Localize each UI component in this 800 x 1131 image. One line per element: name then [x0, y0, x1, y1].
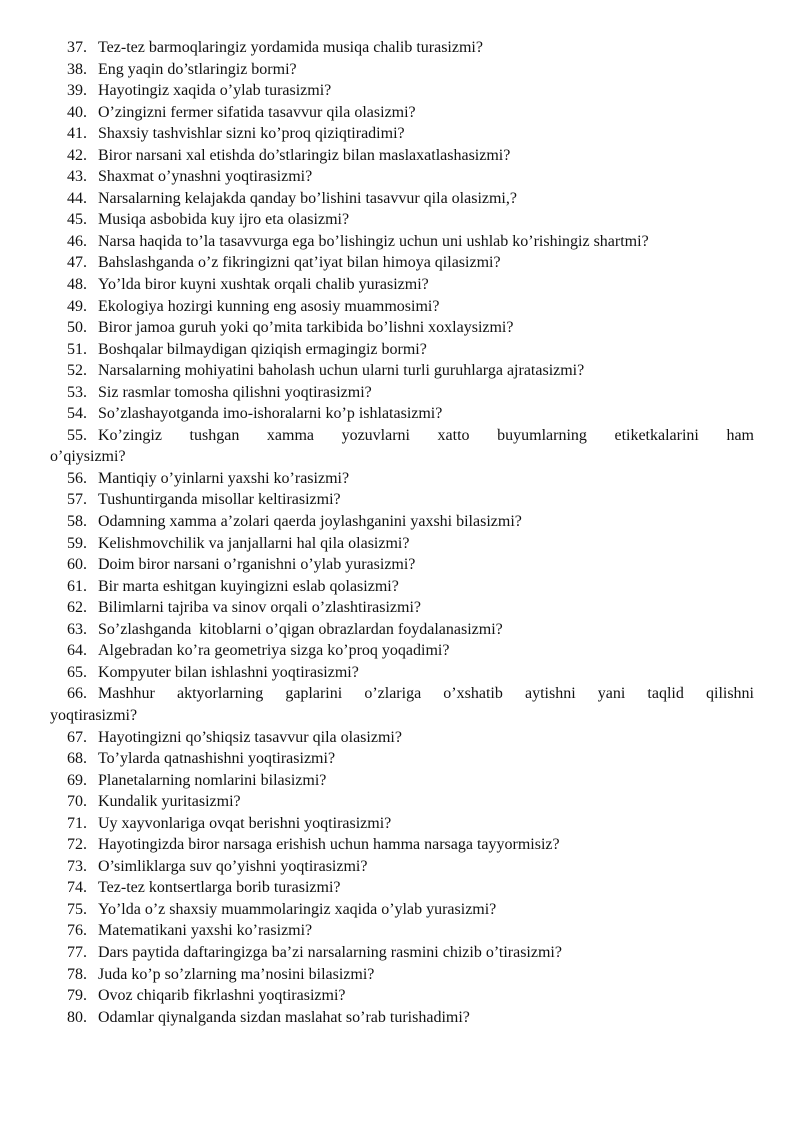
item-number: 41.	[67, 125, 87, 143]
item-number: 37.	[67, 39, 87, 56]
item-text: Juda ko’p so’zlarning ma’nosini bilasizmi?	[98, 965, 375, 983]
item-text: Biror narsani xal etishda do’stlaringiz bilan maslaxatlashasizmi?	[98, 146, 511, 164]
item-text: So’zlashayotganda imo-ishoralarni ko’p ishlatasizmi?	[98, 405, 443, 423]
list-item	[50, 123, 754, 145]
item-number: 42.	[67, 146, 87, 164]
item-text: Hayotingizni qo’shiqsiz tasavvur qila olasizmi?	[98, 728, 402, 746]
item-number: 76.	[67, 922, 87, 940]
item-number: 45.	[67, 211, 87, 229]
item-number: 60.	[67, 556, 87, 574]
list-item	[50, 274, 754, 296]
item-number: 62.	[67, 599, 87, 617]
list-item	[50, 102, 754, 124]
item-number: 68.	[67, 750, 87, 768]
item-number: 54.	[67, 405, 87, 423]
list-item	[50, 877, 754, 899]
list-item	[50, 554, 754, 576]
item-text: Bilimlarni tajriba va sinov orqali o’zlashtirasizmi?	[98, 599, 422, 617]
item-text: Kelishmovchilik va janjallarni hal qila olasizmi?	[98, 534, 410, 552]
item-number: 43.	[67, 168, 87, 186]
item-number: 63.	[67, 620, 87, 638]
item-number: 80.	[67, 1008, 87, 1026]
list-item	[50, 533, 754, 555]
item-number: 40.	[67, 103, 87, 121]
list-item	[50, 145, 754, 167]
item-number: 70.	[67, 793, 87, 811]
item-text-line-2: yoqtirasizmi?	[50, 706, 138, 724]
item-text: Yo’lda biror kuyni xushtak orqali chalib yurasizmi?	[98, 276, 429, 294]
list-item	[50, 80, 754, 102]
item-number: 53.	[67, 383, 87, 401]
list-item	[50, 640, 754, 662]
list-item	[50, 339, 754, 361]
item-number: 64.	[67, 642, 87, 660]
item-number: 48.	[67, 276, 87, 294]
list-item	[50, 209, 754, 231]
item-number: 78.	[67, 965, 87, 983]
item-number: 56.	[67, 469, 87, 487]
item-text: Yo’lda o’z shaxsiy muammolaringiz xaqida o’ylab yurasizmi?	[98, 900, 497, 918]
item-text: Narsa haqida to’la tasavvurga ega bo’lishingiz uchun uni ushlab ko’rishingiz shartmi?	[98, 232, 649, 250]
item-text: Algebradan ko’ra geometriya sizga ko’proq yoqadimi?	[98, 642, 450, 660]
list-item	[50, 166, 754, 188]
item-number: 67.	[67, 728, 87, 746]
item-number: 49.	[67, 297, 87, 315]
item-text: Eng yaqin do’stlaringiz bormi?	[98, 60, 297, 78]
item-number: 73.	[67, 857, 87, 875]
item-text: Tushuntirganda misollar keltirasizmi?	[98, 491, 341, 509]
item-text: Kundalik yuritasizmi?	[98, 793, 241, 811]
item-text: Mantiqiy o’yinlarni yaxshi ko’rasizmi?	[98, 469, 350, 487]
list-item	[50, 425, 754, 468]
item-number: 55.	[67, 426, 87, 444]
item-text: Ovoz chiqarib fikrlashni yoqtirasizmi?	[98, 987, 346, 1005]
list-item	[50, 856, 754, 878]
item-number: 51.	[67, 340, 87, 358]
item-number: 75.	[67, 900, 87, 918]
item-text: Biror jamoa guruh yoki qo’mita tarkibida bo’lishni xoxlaysizmi?	[98, 319, 514, 337]
item-text: Hayotingizda biror narsaga erishish uchun hamma narsaga tayyormisiz?	[98, 836, 560, 854]
item-text-line-1: Mashhur aktyorlarning gaplarini o’zlariga o’xshatib aytishni yani taqlid qilishni	[98, 685, 754, 703]
item-number: 50.	[67, 319, 87, 337]
list-item	[50, 899, 754, 921]
item-text: Odamlar qiynalganda sizdan maslahat so’rab turishadimi?	[98, 1008, 470, 1026]
list-item	[50, 317, 754, 339]
item-number: 58.	[67, 513, 87, 531]
list-item	[50, 403, 754, 425]
item-number: 47.	[67, 254, 87, 272]
list-item	[50, 619, 754, 641]
item-number: 46.	[67, 232, 87, 250]
item-text: O’zingizni fermer sifatida tasavvur qila olasizmi?	[98, 103, 416, 121]
item-text: Boshqalar bilmaydigan qiziqish ermagingiz bormi?	[98, 340, 427, 358]
list-item	[50, 920, 754, 942]
list-item	[50, 683, 754, 726]
item-number: 69.	[67, 771, 87, 789]
item-text: Bir marta eshitgan kuyingizni eslab qolasizmi?	[98, 577, 399, 595]
item-text: Dars paytida daftaringizga ba’zi narsalarning rasmini chizib o’tirasizmi?	[98, 943, 562, 961]
list-item	[50, 985, 754, 1007]
list-item	[50, 770, 754, 792]
questionnaire-list	[50, 37, 754, 1028]
item-text: Matematikani yaxshi ko’rasizmi?	[98, 922, 313, 940]
item-text: Shaxmat o’ynashni yoqtirasizmi?	[98, 168, 313, 186]
item-text: Musiqa asbobida kuy ijro eta olasizmi?	[98, 211, 350, 229]
item-text: Doim biror narsani o’rganishni o’ylab yurasizmi?	[98, 556, 416, 574]
item-text-line-1: Ko’zingiz tushgan xamma yozuvlarni xatto buyumlarning etiketkalarini ham	[98, 426, 754, 444]
list-item	[50, 59, 754, 81]
item-number: 61.	[67, 577, 87, 595]
item-text: Siz rasmlar tomosha qilishni yoqtirasizmi?	[98, 383, 372, 401]
list-item	[50, 382, 754, 404]
item-number: 77.	[67, 943, 87, 961]
list-item	[50, 748, 754, 770]
item-text: Narsalarning mohiyatini baholash uchun ularni turli guruhlarga ajratasizmi?	[98, 362, 585, 380]
item-text: Ekologiya hozirgi kunning eng asosiy muammosimi?	[98, 297, 440, 315]
item-number: 65.	[67, 663, 87, 681]
item-text: Bahslashganda o’z fikringizni qat’iyat bilan himoya qilasizmi?	[98, 254, 501, 272]
list-item	[50, 489, 754, 511]
item-text: So’zlashganda kitoblarni o’qigan obrazlardan foydalanasizmi?	[98, 620, 503, 638]
item-number: 39.	[67, 82, 87, 100]
list-item	[50, 576, 754, 598]
item-number: 52.	[67, 362, 87, 380]
item-number: 74.	[67, 879, 87, 897]
list-item	[50, 37, 754, 59]
item-text: Narsalarning kelajakda qanday bo’lishini tasavvur qila olasizmi,?	[98, 189, 517, 207]
item-number: 71.	[67, 814, 87, 832]
list-item	[50, 1007, 754, 1029]
list-item	[50, 188, 754, 210]
item-text: Planetalarning nomlarini bilasizmi?	[98, 771, 327, 789]
list-item	[50, 360, 754, 382]
list-item	[50, 296, 754, 318]
item-text: Shaxsiy tashvishlar sizni ko’proq qiziqtiradimi?	[98, 125, 405, 143]
item-text: Hayotingiz xaqida o’ylab turasizmi?	[98, 82, 332, 100]
list-item	[50, 252, 754, 274]
list-item	[50, 231, 754, 253]
list-item	[50, 597, 754, 619]
item-text: O’simliklarga suv qo’yishni yoqtirasizmi?	[98, 857, 368, 875]
list-item	[50, 834, 754, 856]
list-item	[50, 942, 754, 964]
item-text: Odamning xamma a’zolari qaerda joylashganini yaxshi bilasizmi?	[98, 513, 522, 531]
item-text: Uy xayvonlariga ovqat berishni yoqtirasizmi?	[98, 814, 392, 832]
item-number: 44.	[67, 189, 87, 207]
item-number: 59.	[67, 534, 87, 552]
list-item	[50, 813, 754, 835]
item-text-line-2: o’qiysizmi?	[50, 448, 126, 466]
item-number: 57.	[67, 491, 87, 509]
item-number: 66.	[67, 685, 87, 703]
item-number: 38.	[67, 60, 87, 78]
list-item	[50, 727, 754, 749]
item-text: Kompyuter bilan ishlashni yoqtirasizmi?	[98, 663, 359, 681]
item-text: Tez-tez kontsertlarga borib turasizmi?	[98, 879, 341, 897]
list-item	[50, 964, 754, 986]
item-text: To’ylarda qatnashishni yoqtirasizmi?	[98, 750, 336, 768]
item-text: Tez-tez barmoqlaringiz yordamida musiqa chalib turasizmi?	[98, 39, 483, 56]
list-item	[50, 468, 754, 490]
item-number: 72.	[67, 836, 87, 854]
item-number: 79.	[67, 987, 87, 1005]
list-item	[50, 791, 754, 813]
list-item	[50, 511, 754, 533]
list-item	[50, 662, 754, 684]
